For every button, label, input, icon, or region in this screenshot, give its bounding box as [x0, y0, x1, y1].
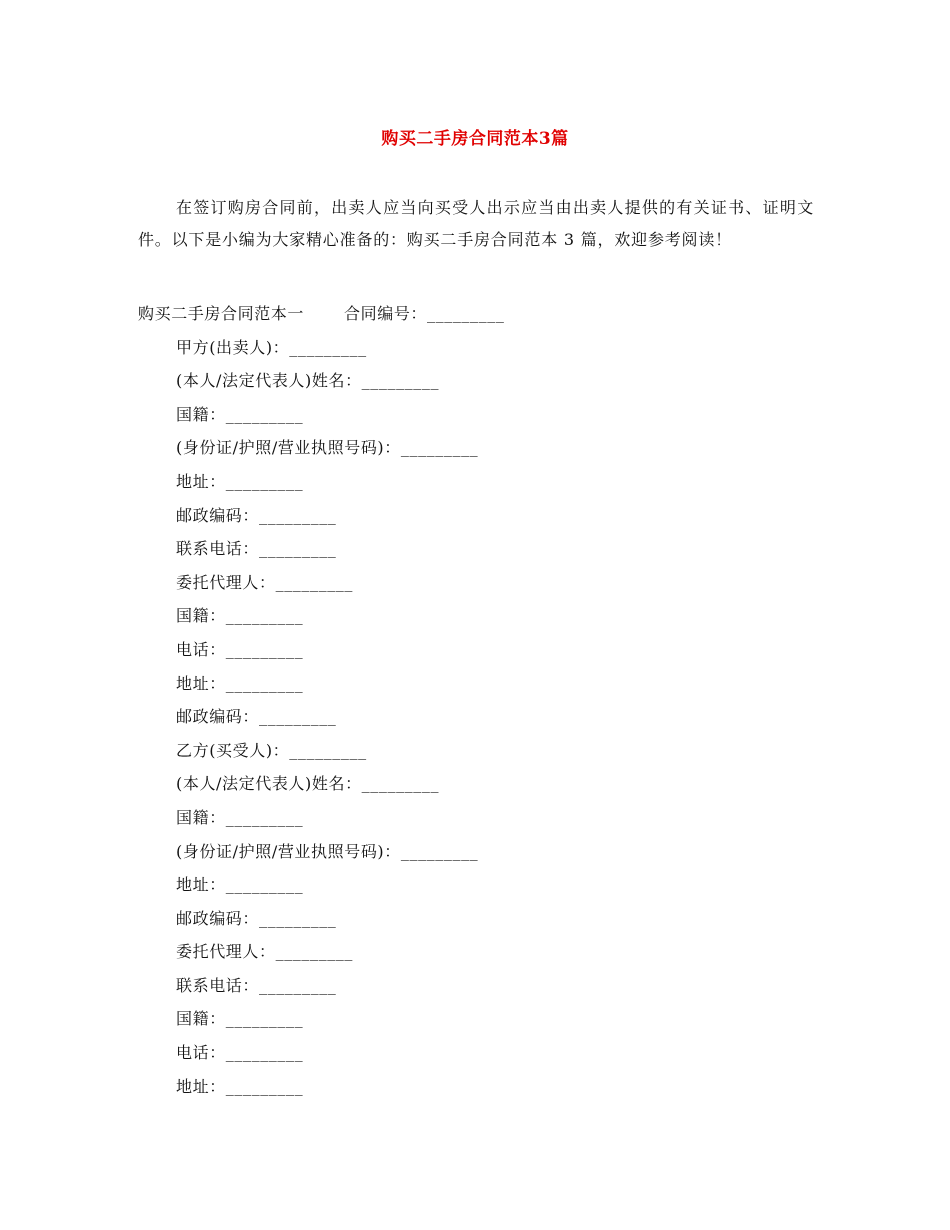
- field-seller-agent-phone: 电话：_________: [176, 639, 304, 659]
- field-buyer-agent-phone: 电话：_________: [176, 1043, 304, 1063]
- field-seller-agent-postcode: 邮政编码：_________: [176, 707, 337, 727]
- field-buyer-agent-address: 地址：_________: [176, 1076, 304, 1096]
- field-seller-postcode: 邮政编码：_________: [176, 505, 337, 525]
- intro-paragraph: 在签订购房合同前，出卖人应当向买受人出示应当由出卖人提供的有关证书、证明文件。以下是小编为大家精心准备的：购买二手房合同范本 3 篇，欢迎参考阅读！: [138, 198, 814, 249]
- field-seller-name: (本人/法定代表人)姓名：_________: [176, 371, 440, 391]
- field-seller-agent-nationality: 国籍：_________: [176, 606, 304, 626]
- field-buyer-postcode: 邮政编码：_________: [176, 908, 337, 928]
- field-seller-nationality: 国籍：_________: [176, 404, 304, 424]
- field-buyer-phone: 联系电话：_________: [176, 975, 337, 995]
- field-buyer-party: 乙方(买受人)：_________: [176, 740, 367, 760]
- field-seller-address: 地址：_________: [176, 471, 304, 491]
- contract-header-line: [0, 297, 950, 331]
- field-buyer-agent: 委托代理人：_________: [176, 942, 354, 962]
- field-buyer-nationality: 国籍：_________: [176, 807, 304, 827]
- field-buyer-address: 地址：_________: [176, 875, 304, 895]
- document-title: 购买二手房合同范本3篇: [381, 129, 569, 149]
- section-heading: 购买二手房合同范本一: [138, 304, 305, 323]
- contract-fields: [0, 297, 950, 1103]
- field-buyer-id-number: (身份证/护照/营业执照号码)：_________: [176, 841, 479, 861]
- field-seller-agent-address: 地址：_________: [176, 673, 304, 693]
- field-seller-phone: 联系电话：_________: [176, 539, 337, 559]
- field-buyer-agent-nationality: 国籍：_________: [176, 1009, 304, 1029]
- field-seller-id-number: (身份证/护照/营业执照号码)：_________: [176, 438, 479, 458]
- contract-number-field: 合同编号：_________: [344, 304, 505, 323]
- field-seller-agent: 委托代理人：_________: [176, 572, 354, 592]
- field-buyer-name: (本人/法定代表人)姓名：_________: [176, 774, 440, 794]
- field-seller-party: 甲方(出卖人)：_________: [176, 337, 367, 357]
